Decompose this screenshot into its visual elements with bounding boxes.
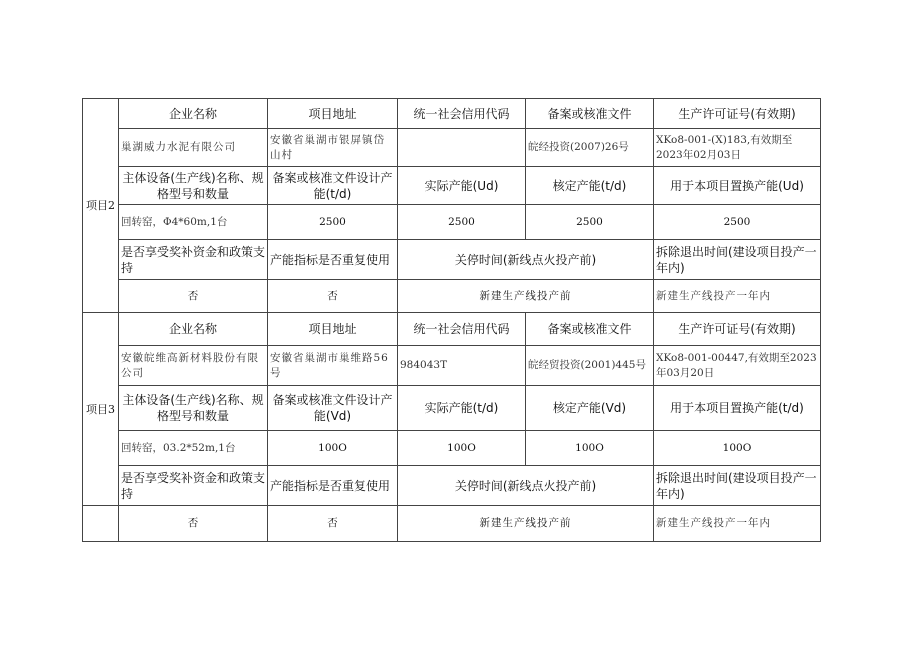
- header-capacity-reuse: 产能指标是否重复使用: [268, 240, 398, 280]
- project-3-equipment-header-row: [83, 386, 821, 431]
- shutdown-time: 新建生产线投产前: [398, 506, 654, 542]
- design-capacity: 2500: [268, 205, 398, 240]
- header-project-address: 项目地址: [268, 313, 398, 346]
- header-project-address: 项目地址: [268, 99, 398, 129]
- header-filing-document: 备案或核准文件: [526, 313, 654, 346]
- header-filing-document: 备案或核准文件: [526, 99, 654, 129]
- header-actual-capacity: 实际产能(Ud): [398, 167, 526, 205]
- project-2-header-row: [83, 99, 821, 129]
- main-equipment: 回转窑，03.2*52m,1台: [119, 431, 268, 466]
- header-subsidy-support: 是否享受奖补资金和政策支持: [119, 240, 268, 280]
- project-3-policy-header-row: [83, 466, 821, 506]
- capacity-reuse: 否: [268, 506, 398, 542]
- project-3-policy-row: [83, 506, 821, 542]
- demolition-time: 新建生产线投产一年内: [654, 506, 821, 542]
- project-address: 安徽省巢湖市巢维路56号: [268, 346, 398, 386]
- header-design-capacity: 备案或核准文件设计产能(Vd): [268, 386, 398, 431]
- header-shutdown-time: 关停时间(新线点火投产前): [398, 240, 654, 280]
- credit-code: 984043T: [398, 346, 526, 386]
- enterprise-name: 安徽皖维高新材料股份有限公司: [119, 346, 268, 386]
- project-3-label: 项目3: [83, 313, 119, 506]
- header-credit-code: 统一社会信用代码: [398, 313, 526, 346]
- header-demolition-time: 拆除退出时间(建设项目投产一年内): [654, 240, 821, 280]
- capacity-reuse: 否: [268, 280, 398, 313]
- project-3-label-spacer: [83, 506, 119, 542]
- subsidy-support: 否: [119, 506, 268, 542]
- design-capacity: 100O: [268, 431, 398, 466]
- header-approved-capacity: 核定产能(Vd): [526, 386, 654, 431]
- project-3-header-row: [83, 313, 821, 346]
- header-replacement-capacity: 用于本项目置换产能(t/d): [654, 386, 821, 431]
- actual-capacity: 100O: [398, 431, 526, 466]
- enterprise-name: 巢湖威力水泥有限公司: [119, 129, 268, 167]
- header-actual-capacity: 实际产能(t/d): [398, 386, 526, 431]
- header-enterprise-name: 企业名称: [119, 313, 268, 346]
- header-approved-capacity: 核定产能(t/d): [526, 167, 654, 205]
- subsidy-support: 否: [119, 280, 268, 313]
- header-production-license: 生产许可证号(有效期): [654, 99, 821, 129]
- main-equipment: 回转窑，Φ4*60m,1台: [119, 205, 268, 240]
- project-2-equipment-row: [83, 205, 821, 240]
- production-license: XKo8-001-00447,有效期至2023年03月20日: [654, 346, 821, 386]
- header-production-license: 生产许可证号(有效期): [654, 313, 821, 346]
- header-subsidy-support: 是否享受奖补资金和政策支持: [119, 466, 268, 506]
- header-main-equipment: 主体设备(生产线)名称、规格型号和数量: [119, 386, 268, 431]
- header-replacement-capacity: 用于本项目置换产能(Ud): [654, 167, 821, 205]
- replacement-capacity: 100O: [654, 431, 821, 466]
- demolition-time: 新建生产线投产一年内: [654, 280, 821, 313]
- production-license: XKo8-001-(X)183,有效期至2023年02月03日: [654, 129, 821, 167]
- header-design-capacity: 备案或核准文件设计产能(t/d): [268, 167, 398, 205]
- project-2-info-row: [83, 129, 821, 167]
- header-demolition-time: 拆除退出时间(建设项目投产一年内): [654, 466, 821, 506]
- filing-document: 皖经投资(2007)26号: [526, 129, 654, 167]
- header-credit-code: 统一社会信用代码: [398, 99, 526, 129]
- project-2-policy-row: [83, 280, 821, 313]
- filing-document: 皖经贸投资(2001)445号: [526, 346, 654, 386]
- credit-code: [398, 129, 526, 167]
- project-3-info-row: [83, 346, 821, 386]
- approved-capacity: 100O: [526, 431, 654, 466]
- project-2-label: 项目2: [83, 99, 119, 313]
- header-capacity-reuse: 产能指标是否重复使用: [268, 466, 398, 506]
- shutdown-time: 新建生产线投产前: [398, 280, 654, 313]
- project-3-equipment-row: [83, 431, 821, 466]
- replacement-capacity: 2500: [654, 205, 821, 240]
- approved-capacity: 2500: [526, 205, 654, 240]
- actual-capacity: 2500: [398, 205, 526, 240]
- header-shutdown-time: 关停时间(新线点火投产前): [398, 466, 654, 506]
- header-main-equipment: 主体设备(生产线)名称、规格型号和数量: [119, 167, 268, 205]
- header-enterprise-name: 企业名称: [119, 99, 268, 129]
- project-address: 安徽省巢湖市银屏镇岱山村: [268, 129, 398, 167]
- project-2-policy-header-row: [83, 240, 821, 280]
- project-2-equipment-header-row: [83, 167, 821, 205]
- capacity-replacement-table: [82, 98, 821, 542]
